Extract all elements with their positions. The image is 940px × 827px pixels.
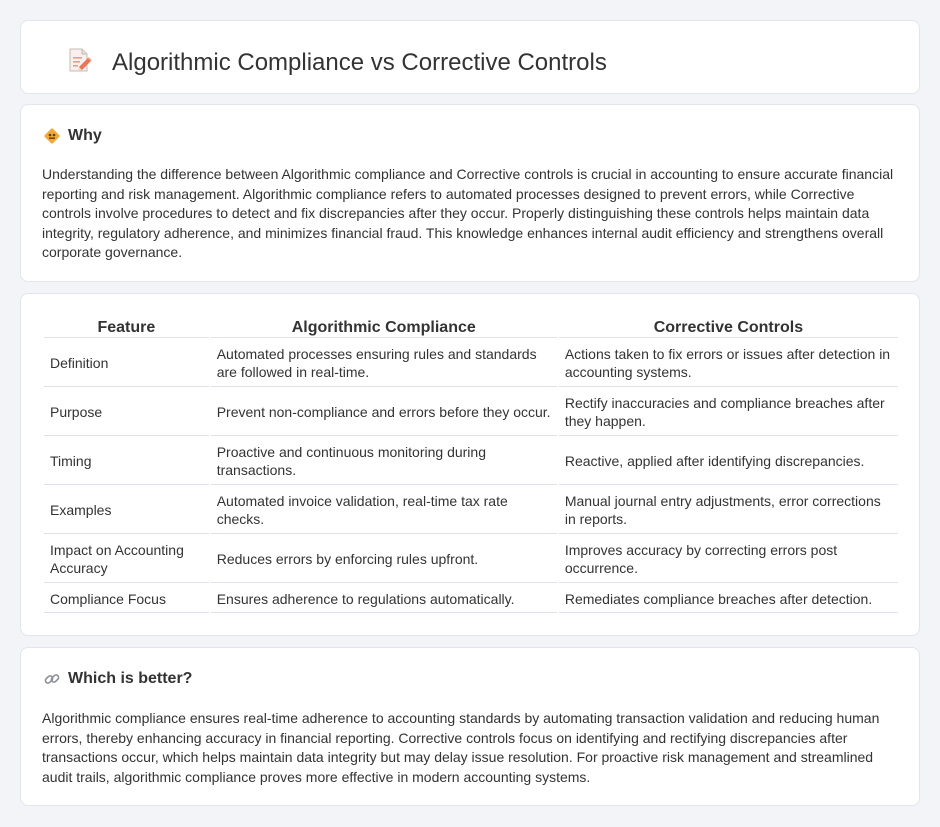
header-feature: Feature [44, 318, 209, 338]
header-algorithmic-compliance: Algorithmic Compliance [211, 318, 557, 338]
table-row [44, 438, 898, 485]
page-title: Algorithmic Compliance vs Corrective Controls [112, 49, 607, 76]
row-feature: Definition [44, 340, 209, 387]
link-icon [43, 670, 61, 688]
why-section [20, 104, 920, 282]
row-algorithmic: Prevent non-compliance and errors before they occur. [211, 389, 557, 436]
row-algorithmic: Automated processes ensuring rules and standards are followed in real-time. [211, 340, 557, 387]
table-row [44, 585, 898, 613]
row-algorithmic: Automated invoice validation, real-time tax rate checks. [211, 487, 557, 534]
row-feature: Examples [44, 487, 209, 534]
row-corrective: Remediates compliance breaches after detection. [559, 585, 898, 613]
row-algorithmic: Proactive and continuous monitoring during transactions. [211, 438, 557, 485]
table-row [44, 536, 898, 583]
row-corrective: Improves accuracy by correcting errors post occurrence. [559, 536, 898, 583]
row-corrective: Reactive, applied after identifying discrepancies. [559, 438, 898, 485]
comparison-table-card [20, 293, 920, 636]
table-row [44, 487, 898, 534]
better-text: Algorithmic compliance ensures real-time adherence to accounting standards by automating transaction validation and reducing human errors, thereby enhancing accuracy in financial reporting. Corrective controls focus on identifying and rectifying discrepancies after transactions occur, which helps maintain data integrity but may delay issue resolution. For proactive risk management and streamlined audit trails, algorithmic compliance proves more effective in modern accounting systems. [42, 710, 880, 785]
why-heading [43, 127, 102, 145]
which-is-better-section [20, 647, 920, 806]
comparison-table [42, 316, 900, 615]
row-corrective: Manual journal entry adjustments, error corrections in reports. [559, 487, 898, 534]
why-text: Understanding the difference between Algorithmic compliance and Corrective controls is crucial in accounting to ensure accurate financial reporting and risk management. Algorithmic compliance refers to automated processes designed to prevent errors, while Corrective controls involve procedures to detect and fix discrepancies after they occur. Properly distinguishing these controls helps maintain data integrity, regulatory adherence, and minimizes financial fraud. This knowledge enhances internal audit efficiency and strengthens overall corporate governance. [42, 166, 894, 261]
header-card [20, 20, 920, 94]
table-row [44, 389, 898, 436]
diamond-sign-icon [43, 127, 61, 145]
row-corrective: Rectify inaccuracies and compliance breaches after they happen. [559, 389, 898, 436]
row-feature: Purpose [44, 389, 209, 436]
better-title: Which is better? [68, 670, 193, 687]
header-corrective-controls: Corrective Controls [559, 318, 898, 338]
table-row [44, 340, 898, 387]
row-algorithmic: Ensures adherence to regulations automatically. [211, 585, 557, 613]
row-feature: Timing [44, 438, 209, 485]
better-heading [43, 670, 192, 688]
row-feature: Compliance Focus [44, 585, 209, 613]
document-pencil-icon [65, 46, 93, 74]
table-header-row [44, 318, 898, 338]
why-title: Why [68, 127, 102, 144]
row-feature: Impact on Accounting Accuracy [44, 536, 209, 583]
row-algorithmic: Reduces errors by enforcing rules upfront. [211, 536, 557, 583]
row-corrective: Actions taken to fix errors or issues after detection in accounting systems. [559, 340, 898, 387]
